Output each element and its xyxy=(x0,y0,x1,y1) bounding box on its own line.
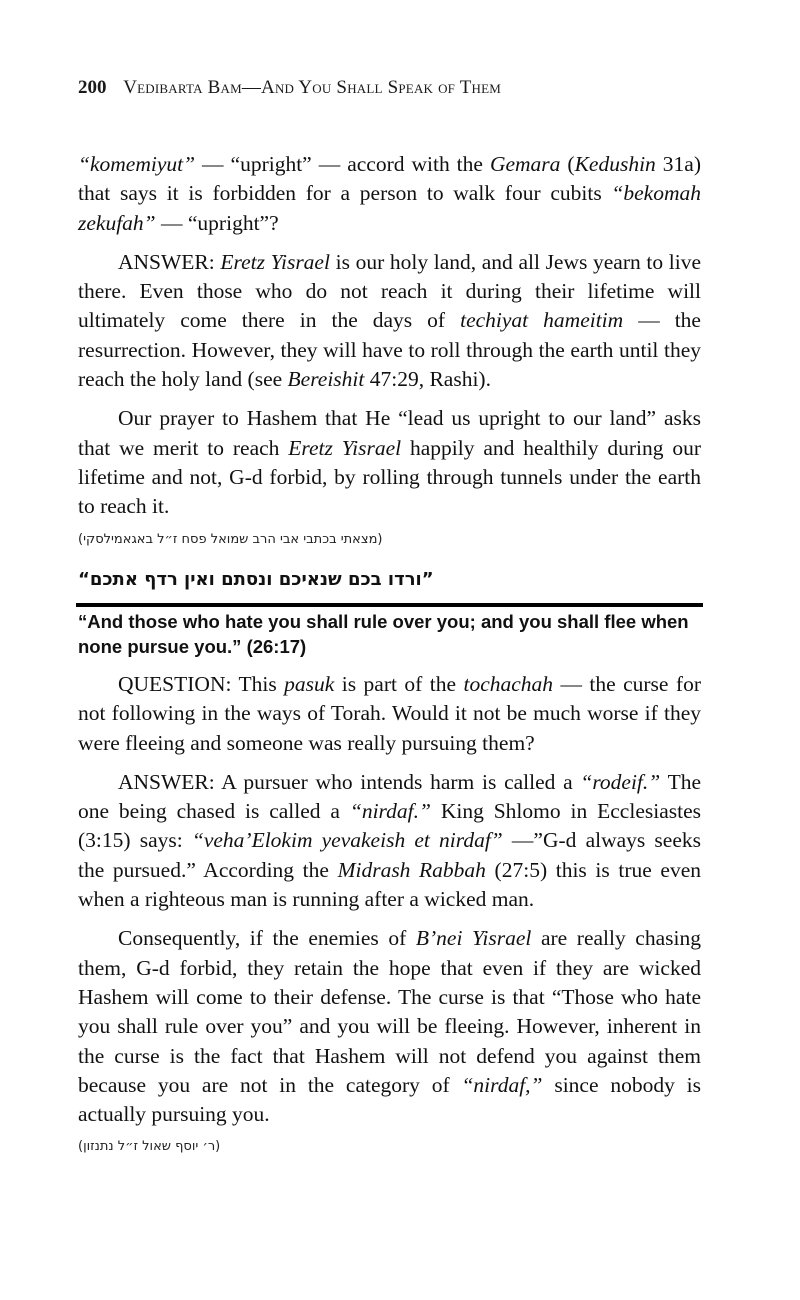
italic-term: “bekomah zekufah” xyxy=(78,181,701,235)
italic-term: “nirdaf,” xyxy=(461,1072,543,1097)
text-run: happily and healthily during our lifetime and not, G-d forbid, by rolling through tunnels under the earth to reach it. xyxy=(78,435,701,519)
heading-rule xyxy=(76,603,703,607)
text-run: QUESTION: This xyxy=(118,672,285,696)
text-run: is part of the xyxy=(334,672,464,696)
text-run: — “upright”? xyxy=(155,210,279,235)
text-run: since nobody is actually pursuing you. xyxy=(78,1072,701,1127)
italic-term: tochachah xyxy=(463,672,554,696)
paragraph xyxy=(78,924,701,1129)
italic-term: pasuk xyxy=(284,672,335,696)
paragraph xyxy=(78,150,701,238)
italic-term: “komemiyut” xyxy=(78,152,196,176)
paragraph xyxy=(78,768,701,914)
source-citation: (ר׳ יוסף שאול ז״ל נתנזון) xyxy=(78,1139,221,1155)
paragraph xyxy=(78,248,701,394)
section1-paragraphs xyxy=(78,150,701,522)
text-run: — the resurrection. However, they will have to roll through the earth until they reach the holy land (see xyxy=(78,308,701,392)
text-run: 47:29, Rashi). xyxy=(364,367,491,392)
italic-term: Bereishit xyxy=(287,367,365,392)
text-run: Our prayer to Hashem that He “lead us upright to our land” asks that we merit to reach xyxy=(78,406,701,460)
paragraph xyxy=(78,670,701,758)
text-run: Consequently, if the enemies of xyxy=(118,926,416,951)
text-run: ( xyxy=(560,152,575,176)
text-run: is our holy land, and all Jews yearn to live there. Even those who do not reach it during their lifetime will ultimately come there in the days of xyxy=(78,249,701,333)
paragraph xyxy=(78,404,701,521)
italic-term: “veha’Elokim yevakeish et nirdaf” xyxy=(191,828,503,853)
section-veradu xyxy=(78,670,701,1162)
italic-term: Eretz Yisrael xyxy=(220,249,330,274)
text-run: — the curse for not following in the ways of Torah. Would it not be much worse if they were fleeing and someone was really pursuing them? xyxy=(78,672,701,755)
section2-paragraphs xyxy=(78,670,701,1129)
italic-term: Eretz Yisrael xyxy=(288,435,402,460)
text-run: ANSWER: A pursuer who intends harm is called a xyxy=(118,769,581,794)
italic-term: Midrash Rabbah xyxy=(337,857,486,882)
text-run: The one being chased is called a xyxy=(78,769,701,824)
english-verse-heading: “And those who hate you shall rule over you; and you shall flee when none pursue you.” (26:17) xyxy=(78,611,689,657)
hebrew-verse-heading: ”ורדו בכם שנאיכם ונסתם ואין רדף אתכם“ xyxy=(78,569,434,590)
italic-term: Gemara xyxy=(489,152,561,176)
italic-term: techiyat hameitim xyxy=(460,308,624,333)
italic-term: “rodeif.” xyxy=(580,769,661,794)
italic-term: Kedushin xyxy=(574,152,656,176)
source-citation: (מצאתי בכתבי אבי הרב שמואל פסח ז״ל באגאמילסקי) xyxy=(78,531,383,547)
text-run: —”G-d always seeks the pursued.” According the xyxy=(78,828,701,882)
running-title: Vedibarta Bam—And You Shall Speak of Them xyxy=(123,77,501,98)
page-number: 200 xyxy=(78,77,107,98)
section-komemiyut xyxy=(78,150,701,554)
text-run: — “upright” — accord with the xyxy=(195,152,490,176)
running-header xyxy=(78,77,501,99)
text-run: King Shlomo in Ecclesiastes (3:15) says: xyxy=(78,799,702,853)
italic-term: “nirdaf.” xyxy=(349,799,431,824)
text-run: (27:5) this is true even when a righteous man is running after a wicked man. xyxy=(78,857,701,912)
italic-term: B’nei Yisrael xyxy=(415,926,532,951)
text-run: are really chasing them, G-d forbid, they retain the hope that even if they are wicked Hashem will come to their defense. The curse is that “Those who hate you shall rule over you” and you will be fleeing. However, inherent in the curse is the fact that Hashem will not defend you against them because you are not in the category of xyxy=(78,926,701,1097)
text-run: ANSWER: xyxy=(118,249,221,274)
text-run: 31a) that says it is forbidden for a person to walk four cubits xyxy=(78,152,701,206)
